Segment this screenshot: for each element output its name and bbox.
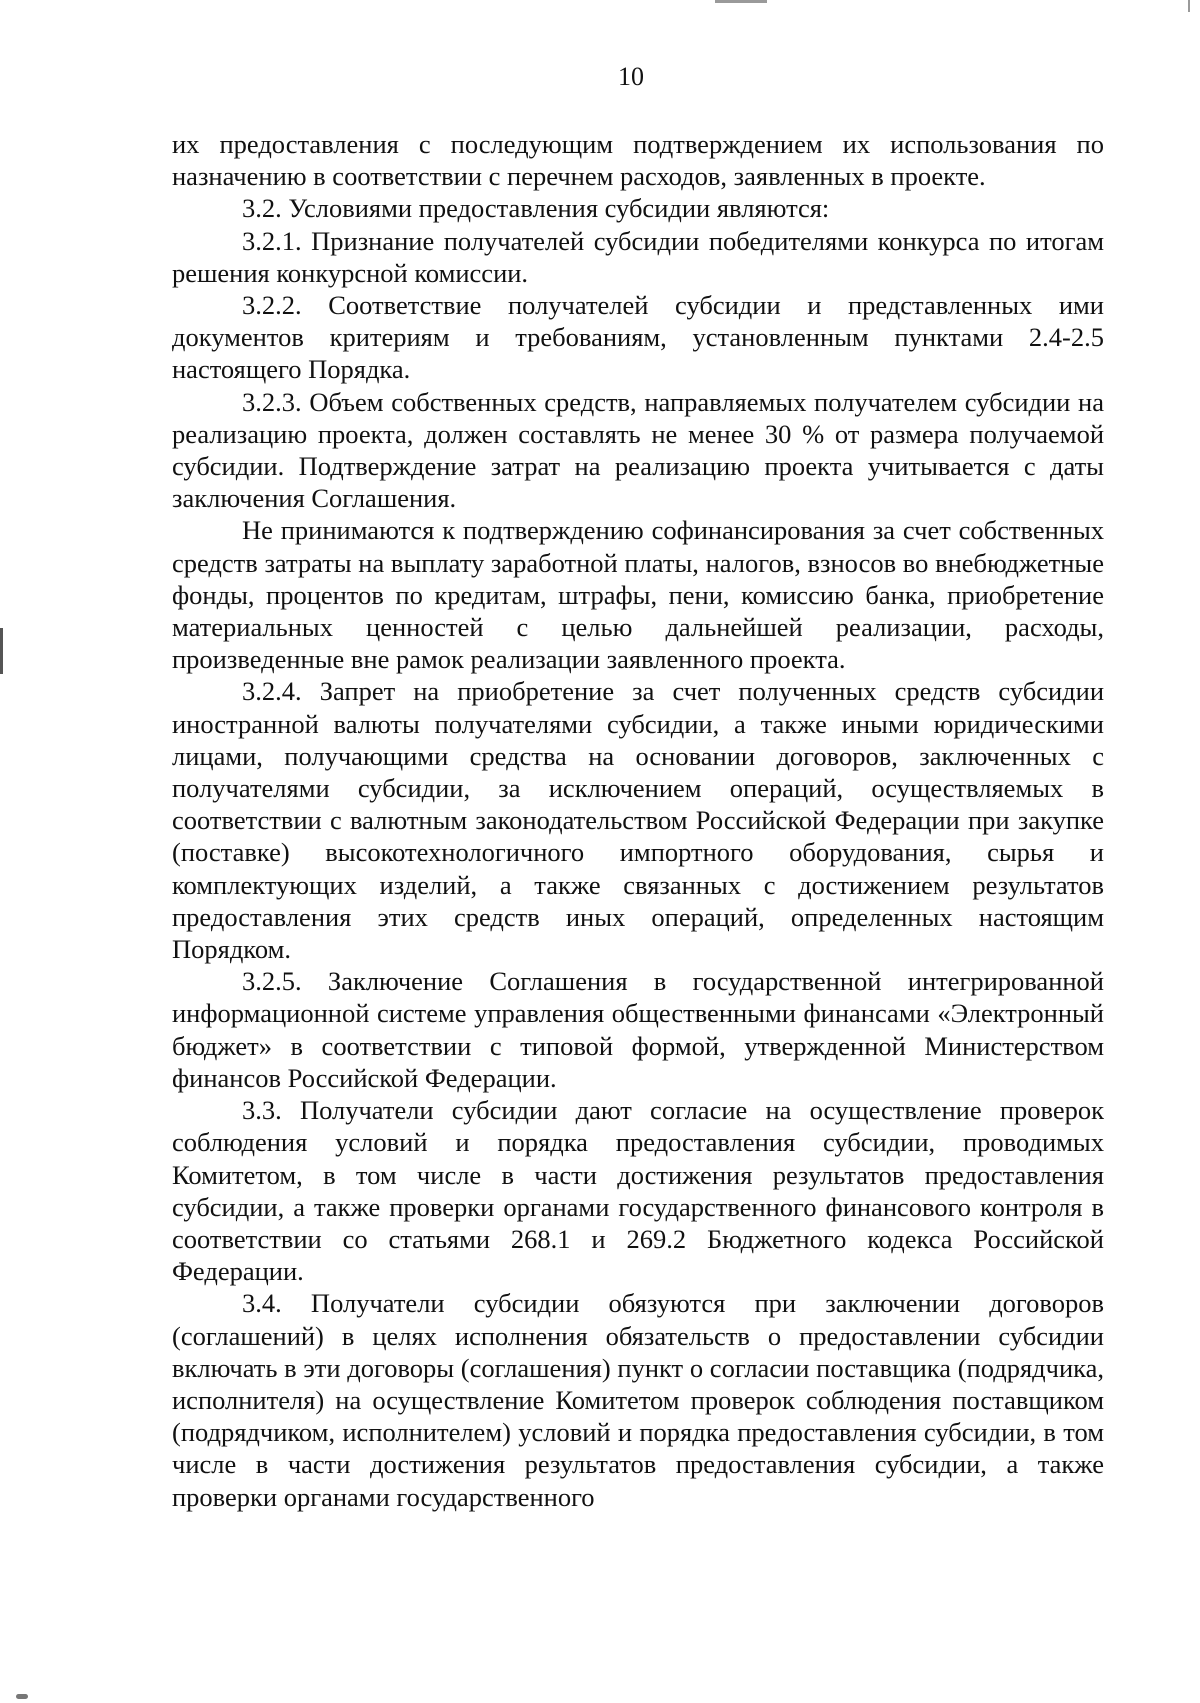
paragraph-3-2-5: 3.2.5. Заключение Соглашения в государственной интегрированной информационной системе управления общественными финансами «Электронный бюджет» в соответствии с типовой формой, утвержденной Министерством финансов Российской Федерации. (172, 966, 1104, 1093)
paragraph-3-2: 3.2. Условиями предоставления субсидии являются: (242, 193, 830, 224)
paragraph-3-3: 3.3. Получатели субсидии дают согласие на осуществление проверок соблюдения условий и порядка предоставления субсидии, проводимых Комитетом, в том числе в части достижения результатов предоставления субсидии, а также проверки органами государственного финансового контроля в соответствии со статьями 268.1 и 269.2 Бюджетного кодекса Российской Федерации. (172, 1095, 1104, 1287)
paragraph-3-2-3: 3.2.3. Объем собственных средств, направляемых получателем субсидии на реализацию проекта, должен составлять не менее 30 % от размера получаемой субсидии. Подтверждение затрат на реализацию проекта учитывается с даты заключения Соглашения. (172, 386, 1104, 514)
scan-mark-top (715, 0, 767, 3)
paragraph-cofinancing-exclusions: Не принимаются к подтверждению софинансирования за счет собственных средств затраты на выплату заработной платы, налогов, взносов во внебюджетные фонды, процентов по кредитам, штрафы, пени, комиссию банка, приобретение материальных ценностей с целью дальнейшей реализации, расходы, произведенные вне рамок реализации заявленного проекта. (172, 515, 1104, 675)
scan-mark-right (1188, 0, 1190, 12)
paragraph-3-2-2: 3.2.2. Соответствие получателей субсидии и представленных ими документов критериям и требованиям, установленным пунктами 2.4-2.5 настоящего Порядка. (172, 290, 1104, 385)
scan-mark-bottom (16, 1694, 28, 1699)
paragraph-3-2-4: 3.2.4. Запрет на приобретение за счет полученных средств субсидии иностранной валюты получателями субсидии, а также иными юридическими лицами, получающими средства на основании договоров, заключенных с получателями субсидии, за исключением операций, осуществляемых в соответствии с валютным законодательством Российской Федерации при закупке (поставке) высокотехнологичного импортного оборудования, сырья и комплектующих изделий, а также связанных с достижением результатов предоставления этих средств иных операций, определенных настоящим Порядком. (172, 676, 1104, 965)
paragraph-3-4: 3.4. Получатели субсидии обязуются при заключении договоров (соглашений) в целях исполнения обязательств о предоставлении субсидии включать в эти договоры (соглашения) пункт о согласии поставщика (подрядчика, исполнителя) на осуществление Комитетом проверок соблюдения поставщиком (подрядчиком, исполнителем) условий и порядка предоставления субсидии, в том числе в части достижения результатов предоставления субсидии, а также проверки органами государственного (172, 1288, 1104, 1512)
paragraph-3-2-1: 3.2.1. Признание получателей субсидии победителями конкурса по итогам решения конкурсной комиссии. (172, 225, 1104, 288)
document-body (172, 128, 1104, 1513)
scan-mark-left (0, 628, 3, 674)
page-number: 10 (618, 62, 644, 91)
paragraph-continuation: их предоставления с последующим подтверждением их использования по назначению в соответствии с перечнем расходов, заявленных в проекте. (172, 129, 1104, 192)
